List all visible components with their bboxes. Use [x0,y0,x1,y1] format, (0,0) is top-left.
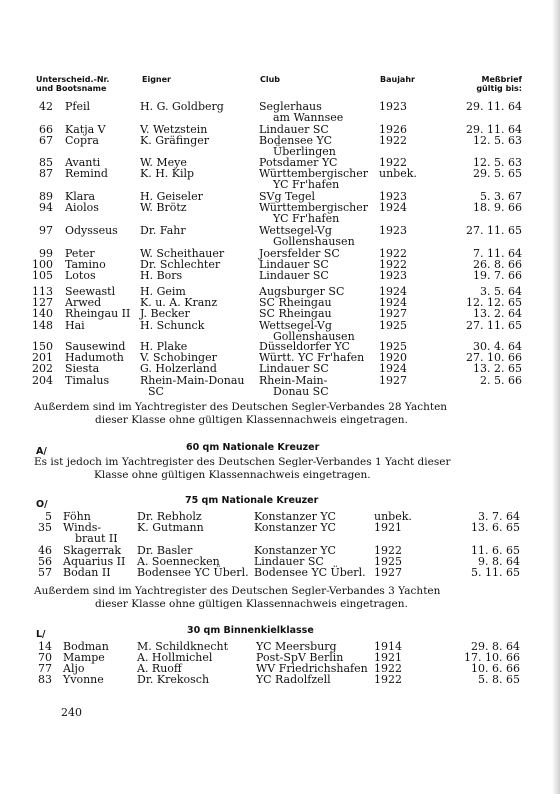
club: Württembergischer [259,201,369,214]
table-row [0,522,560,546]
owner: K. Gutmann [137,521,204,534]
owner: A. Hollmichel [137,651,213,664]
club: Lindauer SC [254,555,324,568]
certificate-valid: 27. 11. 65 [466,224,522,237]
owner: M. Schildknecht [137,640,229,653]
club: Seglerhaus [259,100,322,113]
certificate-valid: 29. 8. 64 [471,640,520,653]
build-year: 1925 [374,555,402,568]
boat-name: Timalus [65,374,110,387]
club: YC Meersburg [256,640,337,653]
owner: Rhein-Main-Donau [140,374,245,387]
owner: J. Becker [140,307,190,320]
owner: W. Meye [140,156,187,169]
table-row [0,101,560,125]
header-gueltig: Meßbrief gültig bis: [476,75,522,93]
club: Augsburger SC [259,285,345,298]
boat-name: Lotos [65,269,96,282]
owner: V. Wetzstein [140,123,208,136]
certificate-valid: 27. 10. 66 [466,351,522,364]
section-a-title: 60 qm Nationale Kreuzer [186,442,320,453]
boat-name: Bodman [63,640,109,653]
boat-name: Sausewind [65,340,126,353]
owner: K. Gräfinger [140,134,210,147]
build-year: 1921 [374,521,402,534]
club: Joersfelder SC [259,247,340,260]
table-row [0,674,560,698]
certificate-valid: 12. 12. 65 [466,296,522,309]
boat-name: Aquarius II [63,555,126,568]
build-year: 1922 [379,156,407,169]
boat-number: 100 [32,258,53,271]
build-year: 1921 [374,651,402,664]
build-year: 1922 [374,662,402,675]
owner: A. Soennecken [137,555,220,568]
certificate-valid: 3. 7. 64 [478,510,520,523]
club-line-2: Überlingen [273,145,336,158]
club: Konstanzer YC [254,510,336,523]
club-line-2: Donau SC [273,385,329,398]
table-row [0,225,560,249]
owner: A. Ruoff [137,662,182,675]
boat-number: 113 [32,285,53,298]
build-year: 1923 [379,269,407,282]
club-line-2: am Wannsee [273,111,344,124]
certificate-valid: 2. 5. 66 [480,374,522,387]
club: Bodensee YC [259,134,332,147]
boat-number: 97 [39,224,53,237]
note-28-yachts: Außerdem sind im Yachtregister des Deutschen Segler-Verbandes 28 Yachten dieser Klasse ohne gültigen Klassennachweis eingetragen. [34,401,448,426]
club: Wettsegel-Vg [259,319,332,332]
section-l-label: L/ [36,629,46,640]
boat-name: Hai [65,319,85,332]
build-year: unbek. [379,167,417,180]
certificate-valid: 18. 9. 66 [473,201,522,214]
build-year: 1927 [379,307,407,320]
certificate-valid: 13. 2. 64 [473,307,522,320]
build-year: 1924 [379,296,407,309]
boat-number: 150 [32,340,53,353]
certificate-valid: 17. 10. 66 [464,651,520,664]
certificate-valid: 13. 2. 65 [473,362,522,375]
boat-number: 70 [38,651,52,664]
build-year: 1922 [374,673,402,686]
boat-name: Rheingau II [65,307,131,320]
owner: K. H. Kilp [140,167,195,180]
boat-name: Tamino [65,258,106,271]
owner: V. Schobinger [140,351,217,364]
club: Lindauer SC [259,269,329,282]
club: Konstanzer YC [254,544,336,557]
club: Lindauer SC [259,362,329,375]
certificate-valid: 29. 11. 64 [466,100,522,113]
boat-number: 56 [38,555,52,568]
certificate-valid: 9. 8. 64 [478,555,520,568]
owner: Dr. Krekosch [137,673,210,686]
certificate-valid: 5. 8. 65 [478,673,520,686]
build-year: 1922 [374,544,402,557]
club: SC Rheingau [259,296,332,309]
certificate-valid: 7. 11. 64 [473,247,522,260]
certificate-valid: 12. 5. 63 [473,156,522,169]
note-section-a: Es ist jedoch im Yachtregister des Deutschen Segler-Verbandes 1 Yacht dieser Klasse ohne gültigen Klassennachweis eingetragen. [34,456,451,481]
build-year: 1924 [379,201,407,214]
owner-line-2: SC [148,385,164,398]
boat-name: Copra [65,134,99,147]
certificate-valid: 12. 5. 63 [473,134,522,147]
owner: Dr. Basler [137,544,193,557]
club: Lindauer SC [259,258,329,271]
boat-name: Aiolos [65,201,99,214]
build-year: unbek. [374,510,412,523]
owner: H. Bors [140,269,183,282]
header-club: Club [260,75,281,84]
boat-name-line-2: braut II [75,532,118,545]
build-year: 1923 [379,224,407,237]
boat-number: 66 [39,123,53,136]
club-line-2: Gollenshausen [273,235,355,248]
owner: K. u. A. Kranz [140,296,218,309]
owner: Bodensee YC Überl. [137,566,249,579]
certificate-valid: 11. 6. 65 [471,544,520,557]
boat-name: Bodan II [63,566,111,579]
club: Bodensee YC Überl. [254,566,366,579]
boat-number: 204 [32,374,53,387]
boat-name: Föhn [63,510,91,523]
boat-name: Siesta [65,362,100,375]
certificate-valid: 26. 8. 66 [473,258,522,271]
boat-name: Seewastl [65,285,116,298]
boat-number: 140 [32,307,53,320]
boat-name: Mampe [63,651,105,664]
certificate-valid: 5. 3. 67 [480,190,522,203]
boat-number: 83 [38,673,52,686]
build-year: 1922 [379,134,407,147]
owner: Dr. Schlechter [140,258,221,271]
page-number: 240 [61,706,82,719]
boat-name: Pfeil [65,100,91,113]
certificate-valid: 5. 11. 65 [471,566,520,579]
section-o-label: O/ [36,499,48,510]
boat-name: Peter [65,247,95,260]
club: SC Rheingau [259,307,332,320]
club-line-2: YC Fr'hafen [273,178,340,191]
owner: H. Plake [140,340,188,353]
boat-name: Aljo [63,662,85,675]
boat-number: 5 [45,510,52,523]
header-nr-name: Unterscheid.-Nr. und Bootsname [36,75,110,93]
certificate-valid: 10. 6. 66 [471,662,520,675]
boat-number: 201 [32,351,53,364]
build-year: 1922 [379,247,407,260]
section-l-title: 30 qm Binnenkielklasse [187,625,314,636]
owner: Dr. Rebholz [137,510,202,523]
club: YC Radolfzell [256,673,331,686]
build-year: 1923 [379,190,407,203]
boat-number: 127 [32,296,53,309]
club: Württ. YC Fr'hafen [259,351,365,364]
build-year: 1925 [379,319,407,332]
boat-name: Arwed [65,296,102,309]
boat-number: 42 [39,100,53,113]
boat-name: Katja V [65,123,106,136]
boat-number: 105 [32,269,53,282]
certificate-valid: 29. 5. 65 [473,167,522,180]
owner: W. Scheithauer [140,247,225,260]
certificate-valid: 29. 11. 64 [466,123,522,136]
page-edge-shadow [552,0,560,794]
club: SVg Tegel [259,190,316,203]
club: Düsseldorfer YC [259,340,350,353]
note-3-yachts: Außerdem sind im Yachtregister des Deutschen Segler-Verbandes 3 Yachten dieser Klasse ohne gültigen Klassennachweis eingetragen. [34,585,441,610]
boat-name: Klara [65,190,96,203]
boat-number: 94 [39,201,53,214]
boat-number: 67 [39,134,53,147]
boat-number: 14 [38,640,52,653]
boat-name: Hadumoth [65,351,124,364]
owner: G. Holzerland [140,362,217,375]
boat-name: Yvonne [63,673,104,686]
build-year: 1925 [379,340,407,353]
owner: H. G. Goldberg [140,100,224,113]
owner: H. Schunck [140,319,205,332]
certificate-valid: 3. 5. 64 [480,285,522,298]
boat-number: 46 [38,544,52,557]
club: Konstanzer YC [254,521,336,534]
certificate-valid: 30. 4. 64 [473,340,522,353]
boat-name: Skagerrak [63,544,122,557]
certificate-valid: 19. 7. 66 [473,269,522,282]
build-year: 1927 [379,374,407,387]
club: Lindauer SC [259,123,329,136]
boat-number: 202 [32,362,53,375]
table-row [0,202,560,226]
boat-number: 87 [39,167,53,180]
build-year: 1924 [379,362,407,375]
boat-number: 77 [38,662,52,675]
club: Württembergischer [259,167,369,180]
build-year: 1924 [379,285,407,298]
club: Potsdamer YC [259,156,338,169]
boat-name: Winds- [63,521,102,534]
table-row [0,375,560,399]
club: Rhein-Main- [259,374,328,387]
header-eigner: Eigner [142,75,171,84]
section-a-label: A/ [36,446,47,457]
header-baujahr: Baujahr [380,75,415,84]
boat-number: 148 [32,319,53,332]
boat-number: 35 [38,521,52,534]
club: WV Friedrichshafen [256,662,368,675]
club: Wettsegel-Vg [259,224,332,237]
boat-name: Avanti [65,156,101,169]
certificate-valid: 27. 11. 65 [466,319,522,332]
club: Post-SpV Berlin [256,651,344,664]
owner: W. Brötz [140,201,187,214]
build-year: 1923 [379,100,407,113]
club-line-2: YC Fr'hafen [273,212,340,225]
boat-number: 89 [39,190,53,203]
owner: H. Geim [140,285,186,298]
boat-name: Odysseus [65,224,118,237]
table-row [0,168,560,192]
build-year: 1922 [379,258,407,271]
owner: Dr. Fahr [140,224,186,237]
build-year: 1926 [379,123,407,136]
boat-name: Remind [65,167,108,180]
boat-number: 85 [39,156,53,169]
boat-number: 57 [38,566,52,579]
club-line-2: Gollenshausen [273,330,355,343]
section-o-title: 75 qm Nationale Kreuzer [185,495,319,506]
build-year: 1920 [379,351,407,364]
owner: H. Geiseler [140,190,203,203]
build-year: 1927 [374,566,402,579]
certificate-valid: 13. 6. 65 [471,521,520,534]
build-year: 1914 [374,640,402,653]
boat-number: 99 [39,247,53,260]
